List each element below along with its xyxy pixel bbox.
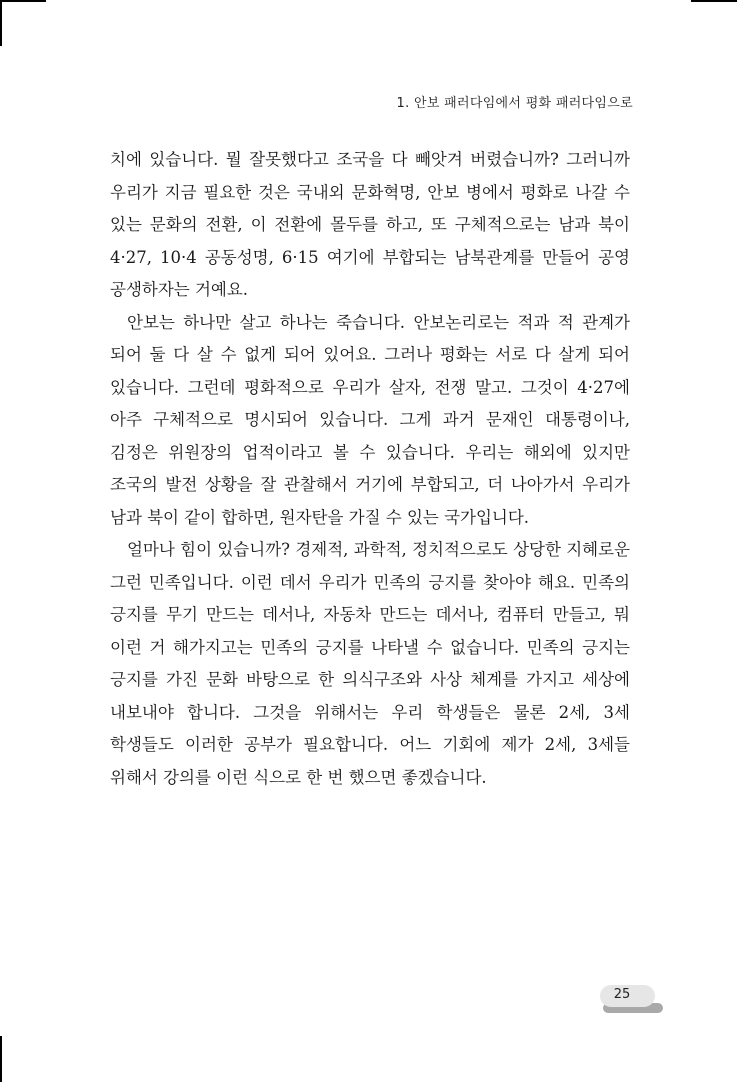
crop-mark-bottom-left-vertical xyxy=(0,1036,2,1082)
crop-mark-top-left-horizontal xyxy=(0,0,46,2)
paragraph-2: 안보는 하나만 살고 하나는 죽습니다. 안보논리로는 적과 적 관계가 되어 둘 다 살 수 없게 되어 있어요. 그러나 평화는 서로 다 살게 되어 있습니다. 그런데 평화적으로 우리가 살자, 전쟁 말고. 그것이 4·27에 아주 구체적으로 명시되어 있습니다. 그게 과거 문재인 대통령이나, 김정은 위원장의 업적이라고 볼 수 있습니다. 우리는 해외에 있지만 조국의 발전 상황을 잘 관찰해서 거기에 부합되고, 더 나아가서 우리가 남과 북이 같이 합하면, 원자탄을 가질 수 있는 국가입니다. xyxy=(110,312,630,527)
paragraph-3: 얼마나 힘이 있습니까? 경제적, 과학적, 정치적으로도 상당한 지혜로운 그런 민족입니다. 이런 데서 우리가 민족의 긍지를 찾아야 해요. 민족의 긍지를 무기 만드는 데서나, 자동차 만드는 데서나, 컴퓨터 만들고, 뭐 이런 거 해가지고는 민족의 긍지를 나타낼 수 없습니다. 민족의 긍지는 긍지를 가진 문화 바탕으로 한 의식구조와 사상 체계를 가지고 세상에 내보내야 합니다. 그것을 위해서는 우리 학생들은 물론 2세, 3세 학생들도 이러한 공부가 필요합니다. 어느 기회에 제가 2세, 3세들 위해서 강의를 이런 식으로 한 번 했으면 좋겠습니다. xyxy=(110,540,630,787)
body-text xyxy=(110,144,630,794)
crop-mark-top-left-vertical xyxy=(0,0,2,46)
paragraph-1: 치에 있습니다. 뭘 잘못했다고 조국을 다 빼앗겨 버렸습니까? 그러니까 우리가 지금 필요한 것은 국내외 문화혁명, 안보 병에서 평화로 나갈 수 있는 문화의 전환, 이 전환에 몰두를 하고, 또 구체적으로는 남과 북이 4·27, 10·4 공동성명, 6·15 여기에 부합되는 남북관계를 만들어 공영 공생하자는 거예요. xyxy=(110,150,630,299)
page-number: 25 xyxy=(613,987,631,1002)
crop-mark-top-right-horizontal xyxy=(691,0,737,2)
running-header: 1. 안보 패러다임에서 평화 패러다임으로 xyxy=(396,96,633,111)
